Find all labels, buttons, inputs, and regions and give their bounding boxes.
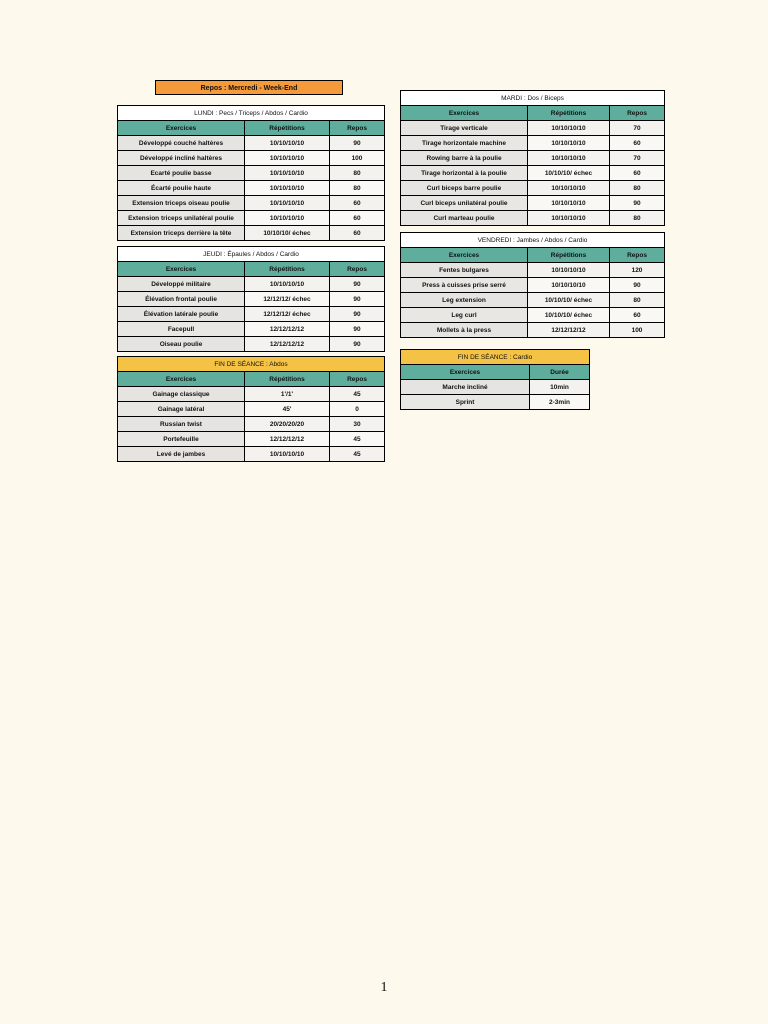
repetitions-cell: 10/10/10/10: [245, 277, 330, 292]
repetitions-cell: 10/10/10/10: [528, 121, 610, 136]
table-row: [118, 226, 385, 241]
table-row: [401, 136, 665, 151]
repetitions-cell: 12/12/12/12: [245, 322, 330, 337]
col-header-duration: Durée: [530, 365, 590, 380]
exercise-cell: Leg extension: [401, 293, 528, 308]
table-row: [118, 196, 385, 211]
rest-cell: 45: [330, 387, 385, 402]
exercise-cell: Extension triceps derrière la tête: [118, 226, 245, 241]
rest-cell: 100: [610, 323, 665, 338]
rest-cell: 90: [610, 196, 665, 211]
friday-title: VENDREDI : Jambes / Abdos / Cardio: [401, 233, 665, 248]
rest-cell: 60: [610, 136, 665, 151]
repetitions-cell: 10/10/10/10: [245, 166, 330, 181]
duration-cell: 2-3min: [530, 395, 590, 410]
rest-cell: 90: [330, 322, 385, 337]
rest-cell: 90: [330, 292, 385, 307]
table-row: [401, 395, 590, 410]
repetitions-cell: 10/10/10/10: [528, 263, 610, 278]
exercise-cell: Développé incliné haltères: [118, 151, 245, 166]
col-header-repetitions: Répétitions: [245, 121, 330, 136]
exercise-cell: Tirage horizontale machine: [401, 136, 528, 151]
table-row: [401, 121, 665, 136]
table-row: [118, 432, 385, 447]
exercise-cell: Gainage latéral: [118, 402, 245, 417]
table-row: [401, 380, 590, 395]
col-header-exercises: Exercices: [401, 248, 528, 263]
repetitions-cell: 12/12/12/ échec: [245, 292, 330, 307]
exercise-cell: Gainage classique: [118, 387, 245, 402]
table-row: [118, 387, 385, 402]
table-row: [118, 307, 385, 322]
repetitions-cell: 1'/1': [245, 387, 330, 402]
table-row: [118, 292, 385, 307]
rest-cell: 70: [610, 151, 665, 166]
repetitions-cell: 45': [245, 402, 330, 417]
rest-cell: 80: [610, 181, 665, 196]
table-row: [118, 151, 385, 166]
rest-cell: 60: [610, 308, 665, 323]
rest-cell: 90: [330, 277, 385, 292]
rest-cell: 60: [330, 196, 385, 211]
end-session-cardio-title: FIN DE SÉANCE : Cardio: [401, 350, 590, 365]
col-header-rest: Repos: [610, 106, 665, 121]
exercise-cell: Fentes bulgares: [401, 263, 528, 278]
exercise-cell: Développé couché haltères: [118, 136, 245, 151]
repetitions-cell: 12/12/12/ échec: [245, 307, 330, 322]
exercise-cell: Développé militaire: [118, 277, 245, 292]
monday-table: [117, 105, 385, 241]
table-row: [401, 196, 665, 211]
exercise-cell: Curl biceps barre poulie: [401, 181, 528, 196]
table-row: [118, 211, 385, 226]
col-header-repetitions: Répétitions: [528, 248, 610, 263]
exercise-cell: Curl marteau poulie: [401, 211, 528, 226]
rest-cell: 90: [610, 278, 665, 293]
repetitions-cell: 10/10/10/10: [528, 151, 610, 166]
tuesday-title: MARDI : Dos / Biceps: [401, 91, 665, 106]
repetitions-cell: 10/10/10/ échec: [528, 166, 610, 181]
repetitions-cell: 10/10/10/10: [528, 278, 610, 293]
col-header-exercises: Exercices: [401, 365, 530, 380]
exercise-cell: Portefeuille: [118, 432, 245, 447]
rest-cell: 60: [610, 166, 665, 181]
exercise-cell: Press à cuisses prise serré: [401, 278, 528, 293]
col-header-rest: Repos: [610, 248, 665, 263]
table-row: [401, 323, 665, 338]
table-row: [118, 417, 385, 432]
repetitions-cell: 10/10/10/10: [528, 196, 610, 211]
exercise-cell: Élévation frontal poulie: [118, 292, 245, 307]
exercise-cell: Facepull: [118, 322, 245, 337]
exercise-cell: Élévation latérale poulie: [118, 307, 245, 322]
table-row: [401, 166, 665, 181]
duration-cell: 10min: [530, 380, 590, 395]
table-row: [401, 308, 665, 323]
exercise-cell: Tirage verticale: [401, 121, 528, 136]
repetitions-cell: 10/10/10/10: [245, 447, 330, 462]
rest-cell: 70: [610, 121, 665, 136]
col-header-exercises: Exercices: [401, 106, 528, 121]
repetitions-cell: 10/10/10/10: [528, 211, 610, 226]
table-row: [118, 337, 385, 352]
rest-cell: 0: [330, 402, 385, 417]
col-header-exercises: Exercices: [118, 372, 245, 387]
end-session-abs-table: [117, 356, 385, 462]
end-session-cardio-table: [400, 349, 590, 410]
exercise-cell: Levé de jambes: [118, 447, 245, 462]
col-header-exercises: Exercices: [118, 121, 245, 136]
col-header-rest: Repos: [330, 262, 385, 277]
exercise-cell: Écarté poulie haute: [118, 181, 245, 196]
rest-cell: 45: [330, 432, 385, 447]
exercise-cell: Ecarté poulie basse: [118, 166, 245, 181]
repetitions-cell: 12/12/12/12: [528, 323, 610, 338]
exercise-cell: Rowing barre à la poulie: [401, 151, 528, 166]
rest-cell: 100: [330, 151, 385, 166]
friday-table: [400, 232, 665, 338]
repetitions-cell: 12/12/12/12: [245, 432, 330, 447]
table-row: [118, 402, 385, 417]
rest-cell: 90: [330, 337, 385, 352]
end-session-abs-title: FIN DE SÉANCE : Abdos: [118, 357, 385, 372]
exercise-cell: Extension triceps unilatéral poulie: [118, 211, 245, 226]
col-header-repetitions: Répétitions: [245, 262, 330, 277]
rest-cell: 120: [610, 263, 665, 278]
exercise-cell: Tirage horizontal à la poulie: [401, 166, 528, 181]
table-row: [401, 181, 665, 196]
repetitions-cell: 10/10/10/10: [245, 181, 330, 196]
rest-cell: 80: [330, 181, 385, 196]
table-row: [118, 166, 385, 181]
exercise-cell: Sprint: [401, 395, 530, 410]
rest-cell: 60: [330, 226, 385, 241]
thursday-title: JEUDI : Épaules / Abdos / Cardio: [118, 247, 385, 262]
repetitions-cell: 10/10/10/10: [245, 151, 330, 166]
repetitions-cell: 10/10/10/10: [528, 181, 610, 196]
repetitions-cell: 10/10/10/10: [245, 136, 330, 151]
rest-cell: 90: [330, 307, 385, 322]
tuesday-table: [400, 90, 665, 226]
repetitions-cell: 10/10/10/10: [245, 211, 330, 226]
repetitions-cell: 20/20/20/20: [245, 417, 330, 432]
exercise-cell: Russian twist: [118, 417, 245, 432]
repetitions-cell: 10/10/10/ échec: [528, 293, 610, 308]
exercise-cell: Curl biceps unilatéral poulie: [401, 196, 528, 211]
repetitions-cell: 10/10/10/10: [528, 136, 610, 151]
col-header-rest: Repos: [330, 121, 385, 136]
exercise-cell: Mollets à la press: [401, 323, 528, 338]
rest-cell: 90: [330, 136, 385, 151]
table-row: [401, 263, 665, 278]
repetitions-cell: 10/10/10/10: [245, 196, 330, 211]
table-row: [401, 211, 665, 226]
table-row: [401, 293, 665, 308]
repetitions-cell: 12/12/12/12: [245, 337, 330, 352]
col-header-repetitions: Répétitions: [528, 106, 610, 121]
rest-cell: 30: [330, 417, 385, 432]
col-header-repetitions: Répétitions: [245, 372, 330, 387]
repetitions-cell: 10/10/10/ échec: [245, 226, 330, 241]
table-row: [118, 136, 385, 151]
exercise-cell: Extension triceps oiseau poulie: [118, 196, 245, 211]
rest-cell: 80: [330, 166, 385, 181]
rest-cell: 60: [330, 211, 385, 226]
table-row: [118, 277, 385, 292]
table-row: [118, 181, 385, 196]
rest-cell: 45: [330, 447, 385, 462]
monday-title: LUNDI : Pecs / Triceps / Abdos / Cardio: [118, 106, 385, 121]
table-row: [401, 151, 665, 166]
col-header-exercises: Exercices: [118, 262, 245, 277]
table-row: [118, 322, 385, 337]
exercise-cell: Oiseau poulie: [118, 337, 245, 352]
repetitions-cell: 10/10/10/ échec: [528, 308, 610, 323]
exercise-cell: Leg curl: [401, 308, 528, 323]
rest-cell: 80: [610, 211, 665, 226]
exercise-cell: Marche incliné: [401, 380, 530, 395]
table-row: [401, 278, 665, 293]
rest-cell: 80: [610, 293, 665, 308]
table-row: [118, 447, 385, 462]
page-number: 1: [380, 980, 388, 995]
thursday-table: [117, 246, 385, 352]
rest-days-banner: Repos : Mercredi - Week-End: [155, 80, 343, 95]
col-header-rest: Repos: [330, 372, 385, 387]
